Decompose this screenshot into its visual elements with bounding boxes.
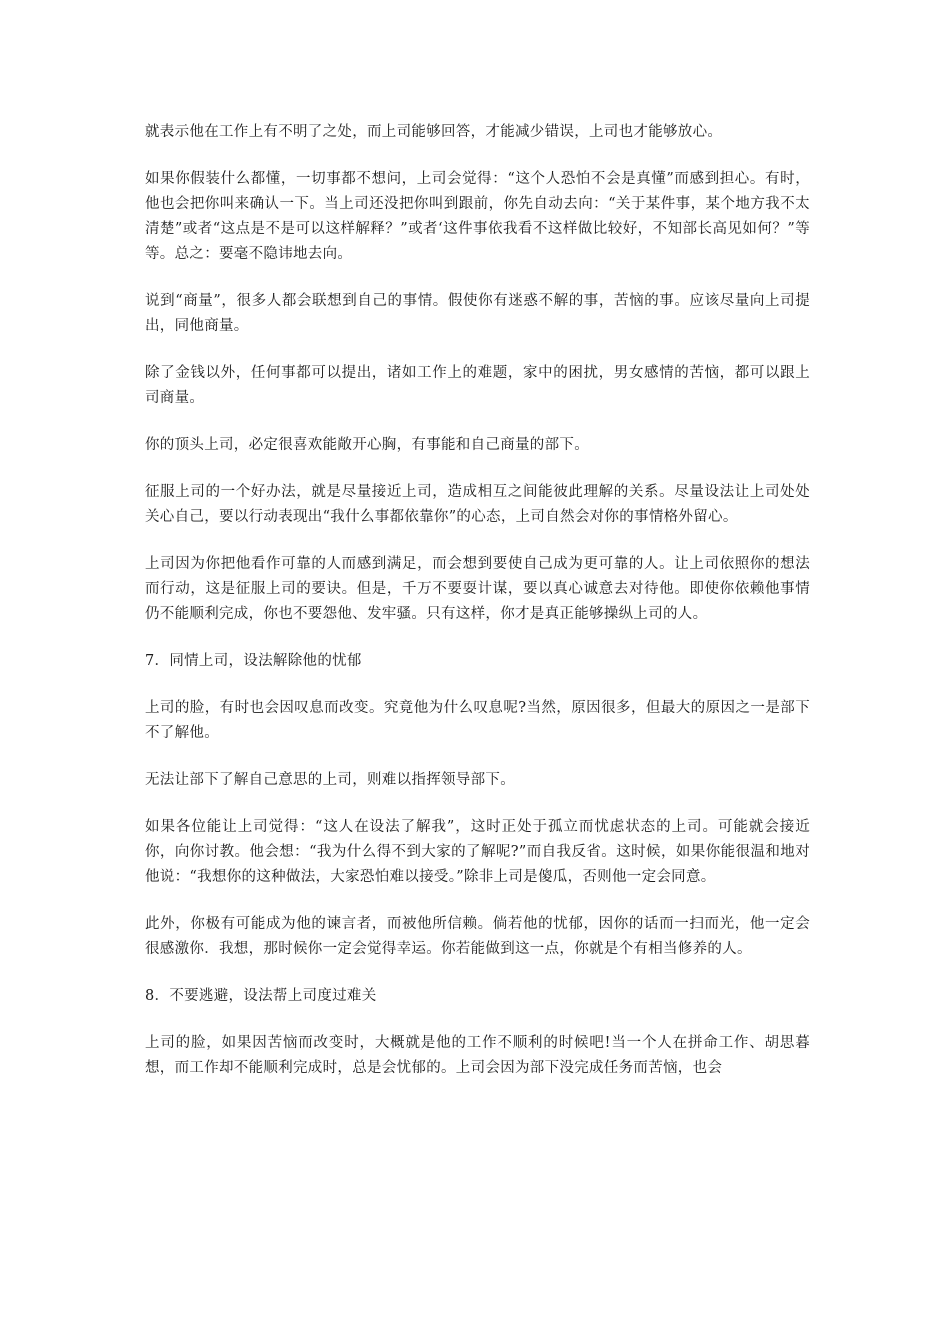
paragraph: 就表示他在工作上有不明了之处，而上司能够回答，才能减少错误，上司也才能够放心。 [145,124,723,140]
paragraph: 说到“商量”，很多人都会联想到自己的事情。假使你有迷惑不解的事，苦恼的事。应该尽量向上司提出，同他商量。 [145,293,810,334]
section-heading: 7．同情上司，设法解除他的忧郁 [145,653,362,669]
section-heading: 8．不要逃避，设法帮上司度过难关 [145,988,377,1004]
document-page [145,120,810,1103]
paragraph: 征服上司的一个好办法，就是尽量接近上司，造成相互之间能彼此理解的关系。尽量设法让上司处处关心自己，要以行动表现出“我什么事都依靠你”的心态，上司自然会对你的事情格外留心。 [145,484,810,525]
paragraph: 无法让部下了解自己意思的上司，则难以指挥领导部下。 [145,772,515,788]
paragraph: 除了金钱以外，任何事都可以提出，诸如工作上的难题，家中的困扰，男女感情的苦恼，都可以跟上司商量。 [145,365,810,406]
paragraph: 如果各位能让上司觉得：“这人在设法了解我”，这时正处于孤立而忧虑状态的上司。可能就会接近你，向你讨教。他会想：“我为什么得不到大家的了解呢?”而自我反省。这时候，如果你能很温和地对他说：“我想你的这种做法，大家恐怕难以接受。”除非上司是傻瓜，否则他一定会同意。 [145,819,810,885]
paragraph: 上司的脸，有时也会因叹息而改变。究竟他为什么叹息呢?当然，原因很多，但最大的原因之一是部下不了解他。 [145,700,810,741]
paragraph: 上司因为你把他看作可靠的人而感到满足，而会想到要使自己成为更可靠的人。让上司依照你的想法而行动，这是征服上司的要诀。但是，千万不要耍计谋，要以真心诚意去对待他。即使你依赖他事情仍不能顺利完成，你也不要怨他、发牢骚。只有这样，你才是真正能够操纵上司的人。 [145,556,810,622]
paragraph: 如果你假装什么都懂，一切事都不想问，上司会觉得：“这个人恐怕不会是真懂”而感到担心。有时，他也会把你叫来确认一下。当上司还没把你叫到跟前，你先自动去向：“关于某件事，某个地方我不太清楚”或者“这点是不是可以这样解释？”或者‘这件事依我看不这样做比较好，不知部长高见如何？”等等。总之：要毫不隐讳地去向。 [145,171,810,262]
paragraph: 此外，你极有可能成为他的谏言者，而被他所信赖。倘若他的忧郁，因你的话而一扫而光，他一定会很感激你．我想，那时候你一定会觉得幸运。你若能做到这一点，你就是个有相当修养的人。 [145,916,810,957]
paragraph: 上司的脸，如果因苦恼而改变时，大概就是他的工作不顺利的时候吧!当一个人在拼命工作、胡思暮想，而工作却不能顺利完成时，总是会忧郁的。上司会因为部下没完成任务而苦恼，也会 [145,1035,810,1076]
paragraph: 你的顶头上司，必定很喜欢能敞开心胸，有事能和自己商量的部下。 [145,437,589,453]
